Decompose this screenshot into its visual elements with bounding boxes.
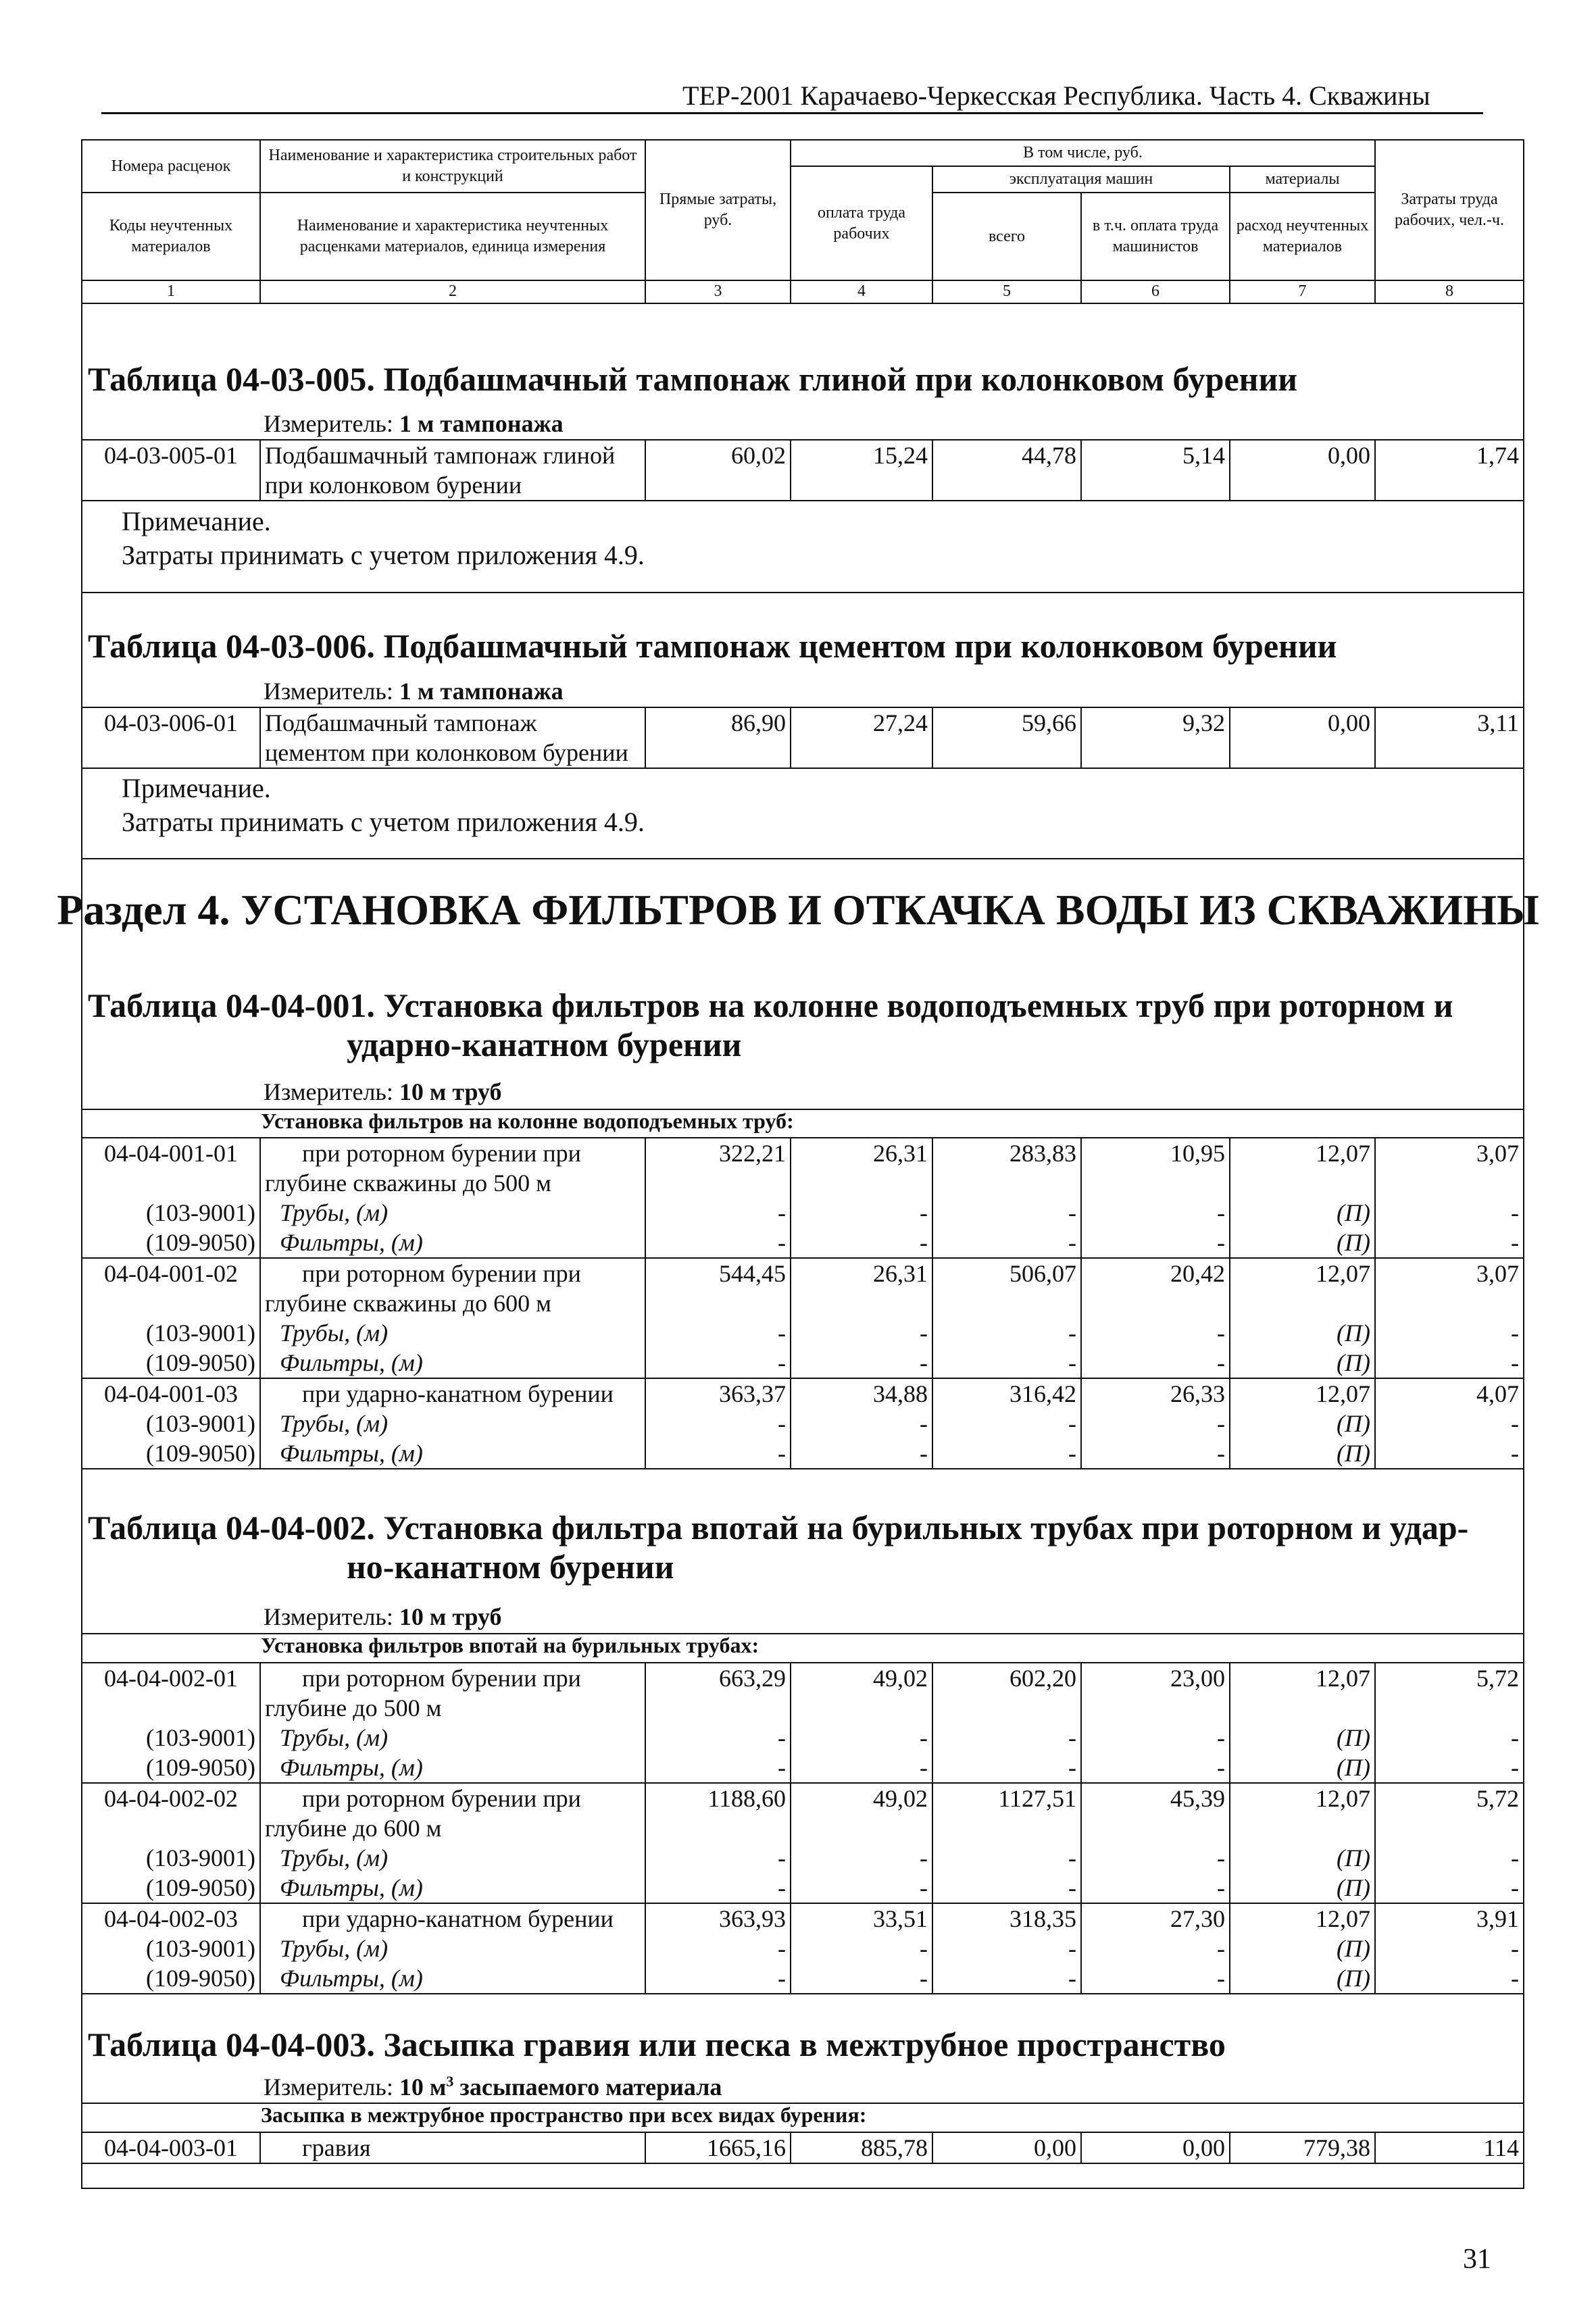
cell-labor: - <box>791 1723 932 1753</box>
cell-materials: (П) <box>1230 1753 1375 1783</box>
cell-labor: 49,02 <box>791 1783 932 1843</box>
column-header <box>81 139 1524 304</box>
row-code: 04-04-001-02 <box>82 1258 260 1318</box>
group-heading: Установка фильтров впотай на бурильных трубах: <box>261 1633 759 1657</box>
col-num: 6 <box>1081 280 1230 303</box>
cell-hours: - <box>1375 1723 1524 1753</box>
col-head-v-tom: В том числе, руб. <box>791 140 1375 166</box>
col-head-ekspl: эксплуатация машин <box>932 166 1230 193</box>
cell-materials: (П) <box>1230 1934 1375 1963</box>
cell-direct: 544,45 <box>645 1258 791 1318</box>
cell-operators: - <box>1081 1873 1230 1903</box>
cell-direct: - <box>645 1843 791 1873</box>
cell-materials: (П) <box>1230 1409 1375 1438</box>
cell-direct: 1188,60 <box>645 1783 791 1843</box>
page-header: ТЕР-2001 Карачаево-Черкесская Республика. Часть 4. Скважины <box>682 80 1430 111</box>
cell-direct: - <box>645 1348 791 1378</box>
cell-hours: - <box>1375 1753 1524 1783</box>
col-num: 4 <box>791 280 932 303</box>
cell-materials: 12,07 <box>1230 1378 1375 1409</box>
col-num: 8 <box>1375 280 1524 303</box>
row-desc: Подбашмачный тампонаж цементом при колонковом бурении <box>260 707 645 768</box>
table-04-03-006 <box>81 707 1524 769</box>
cell-machines: 1127,51 <box>932 1783 1081 1843</box>
cell-materials: 12,07 <box>1230 1783 1375 1843</box>
cell-direct: - <box>645 1723 791 1753</box>
col-num: 3 <box>645 280 791 303</box>
material-row <box>82 1934 1524 1963</box>
col-head-pryamye: Прямые затраты, руб. <box>645 140 791 280</box>
material-row <box>82 1409 1524 1438</box>
row-desc: гравия <box>260 2132 645 2163</box>
col-head-naim2: Наименование и характеристика неучтенных расценками материалов, единица измерения <box>260 193 645 280</box>
cell-direct: - <box>645 1963 791 1994</box>
cell-machines: 316,42 <box>932 1378 1081 1409</box>
unit-label: Измеритель: 10 $м^3$ засыпаемого материала <box>264 2073 722 2101</box>
row-code: 04-03-005-01 <box>82 440 260 501</box>
cell-labor: - <box>791 1318 932 1348</box>
cell-operators: 9,32 <box>1081 707 1230 768</box>
cell-operators: 27,30 <box>1081 1903 1230 1934</box>
note-title: Примечание. <box>122 506 271 536</box>
cell-hours: 5,72 <box>1375 1663 1524 1723</box>
cell-machines: - <box>932 1348 1081 1378</box>
cell-machines: - <box>932 1753 1081 1783</box>
cell-hours: 3,11 <box>1375 707 1524 768</box>
header-rule <box>101 112 1483 114</box>
cell-direct: - <box>645 1438 791 1469</box>
cell-machines: 506,07 <box>932 1258 1081 1318</box>
table-title: Таблица 04-04-002. Установка фильтра впотай на бурильных трубах при роторном и удар- <box>88 1509 1469 1546</box>
cell-hours: - <box>1375 1843 1524 1873</box>
cell-direct: 363,37 <box>645 1378 791 1409</box>
cell-machines: - <box>932 1723 1081 1753</box>
material-name: Фильтры, (м) <box>260 1348 645 1378</box>
table-row <box>82 1903 1524 1934</box>
material-name: Трубы, (м) <box>260 1934 645 1963</box>
cell-labor: - <box>791 1409 932 1438</box>
cell-machines: - <box>932 1318 1081 1348</box>
table-title: Таблица 04-04-001. Установка фильтров на колонне водоподъемных труб при роторном и <box>88 986 1453 1024</box>
col-num: 1 <box>82 280 260 303</box>
col-head-vtch: в т.ч. оплата труда машинистов <box>1081 193 1230 280</box>
cell-materials: 0,00 <box>1230 440 1375 501</box>
material-code: (109-9050) <box>82 1873 260 1903</box>
cell-direct: 60,02 <box>645 440 791 501</box>
row-desc: при роторном бурении при глубине до 600 м <box>260 1783 645 1843</box>
cell-machines: - <box>932 1228 1081 1258</box>
row-desc: Подбашмачный тампонаж глиной при колонковом бурении <box>260 440 645 501</box>
cell-labor: - <box>791 1228 932 1258</box>
table-row <box>82 1783 1524 1843</box>
cell-direct: - <box>645 1873 791 1903</box>
material-name: Фильтры, (м) <box>260 1963 645 1994</box>
material-code: (109-9050) <box>82 1753 260 1783</box>
material-row <box>82 1963 1524 1994</box>
cell-direct: - <box>645 1318 791 1348</box>
row-code: 04-04-003-01 <box>82 2132 260 2163</box>
material-code: (103-9001) <box>82 1198 260 1228</box>
cell-direct: - <box>645 1228 791 1258</box>
table-row <box>82 1258 1524 1318</box>
row-desc: при ударно-канатном бурении <box>260 1378 645 1409</box>
cell-materials: 12,07 <box>1230 1663 1375 1723</box>
material-code: (109-9050) <box>82 1438 260 1469</box>
row-code: 04-04-001-03 <box>82 1378 260 1409</box>
cell-materials: 779,38 <box>1230 2132 1375 2163</box>
cell-machines: - <box>932 1843 1081 1873</box>
cell-operators: 23,00 <box>1081 1663 1230 1723</box>
cell-hours: - <box>1375 1438 1524 1469</box>
material-name: Трубы, (м) <box>260 1843 645 1873</box>
cell-direct: 363,93 <box>645 1903 791 1934</box>
cell-direct: - <box>645 1753 791 1783</box>
material-name: Фильтры, (м) <box>260 1438 645 1469</box>
table-row <box>82 1378 1524 1409</box>
unit-label: Измеритель: 10 м труб <box>264 1603 502 1630</box>
cell-operators: 10,95 <box>1081 1138 1230 1198</box>
cell-operators: - <box>1081 1409 1230 1438</box>
col-head-zatraty: Затраты труда рабочих, чел.-ч. <box>1375 140 1524 280</box>
cell-operators: 26,33 <box>1081 1378 1230 1409</box>
material-name: Фильтры, (м) <box>260 1753 645 1783</box>
cell-labor: - <box>791 1438 932 1469</box>
group-heading: Засыпка в межтрубное пространство при всех видах бурения: <box>261 2103 867 2127</box>
material-name: Трубы, (м) <box>260 1723 645 1753</box>
cell-hours: - <box>1375 1963 1524 1994</box>
table-04-03-005 <box>81 439 1524 501</box>
material-name: Трубы, (м) <box>260 1198 645 1228</box>
cell-operators: - <box>1081 1318 1230 1348</box>
table-title-cont: но-канатном бурении <box>347 1548 674 1586</box>
cell-labor: - <box>791 1963 932 1994</box>
cell-labor: 26,31 <box>791 1258 932 1318</box>
cell-materials: (П) <box>1230 1873 1375 1903</box>
cell-materials: (П) <box>1230 1348 1375 1378</box>
cell-labor: 26,31 <box>791 1138 932 1198</box>
col-num: 2 <box>260 280 645 303</box>
cell-hours: 5,72 <box>1375 1783 1524 1843</box>
cell-materials: (П) <box>1230 1843 1375 1873</box>
cell-operators: 0,00 <box>1081 2132 1230 2163</box>
cell-machines: - <box>932 1198 1081 1228</box>
table-title: Таблица 04-03-006. Подбашмачный тампонаж цементом при колонковом бурении <box>88 627 1337 665</box>
table-title: Таблица 04-03-005. Подбашмачный тампонаж глиной при колонковом бурении <box>88 360 1298 398</box>
cell-operators: - <box>1081 1228 1230 1258</box>
cell-labor: 885,78 <box>791 2132 932 2163</box>
cell-machines: - <box>932 1934 1081 1963</box>
row-desc: при роторном бурении при глубине скважины до 600 м <box>260 1258 645 1318</box>
table-title-cont: ударно-канатном бурении <box>347 1026 742 1063</box>
cell-labor: - <box>791 1753 932 1783</box>
unit-label: Измеритель: 1 м тампонажа <box>264 410 564 437</box>
cell-labor: 27,24 <box>791 707 932 768</box>
cell-machines: - <box>932 1409 1081 1438</box>
material-name: Трубы, (м) <box>260 1318 645 1348</box>
cell-direct: 86,90 <box>645 707 791 768</box>
col-head-naim1: Наименование и характеристика строительных работ и конструкций <box>260 140 645 193</box>
note-text: Затраты принимать с учетом приложения 4.9. <box>122 807 645 837</box>
row-code: 04-03-006-01 <box>82 707 260 768</box>
material-row <box>82 1198 1524 1228</box>
section-divider <box>81 592 1523 593</box>
cell-materials: (П) <box>1230 1228 1375 1258</box>
cell-machines: - <box>932 1963 1081 1994</box>
cell-materials: 0,00 <box>1230 707 1375 768</box>
cell-operators: - <box>1081 1753 1230 1783</box>
unit-label: Измеритель: 1 м тампонажа <box>264 678 564 705</box>
cell-machines: 44,78 <box>932 440 1081 501</box>
cell-materials: 12,07 <box>1230 1138 1375 1198</box>
table-row <box>82 1663 1524 1723</box>
cell-hours: - <box>1375 1934 1524 1963</box>
cell-labor: 49,02 <box>791 1663 932 1723</box>
cell-labor: 34,88 <box>791 1378 932 1409</box>
col-head-nomera: Номера расценок <box>82 140 260 193</box>
material-code: (103-9001) <box>82 1934 260 1963</box>
cell-direct: - <box>645 1409 791 1438</box>
cell-hours: - <box>1375 1409 1524 1438</box>
cell-operators: - <box>1081 1348 1230 1378</box>
cell-materials: (П) <box>1230 1198 1375 1228</box>
cell-machines: 59,66 <box>932 707 1081 768</box>
row-code: 04-04-002-03 <box>82 1903 260 1934</box>
table-row <box>82 1138 1524 1198</box>
material-name: Трубы, (м) <box>260 1409 645 1438</box>
cell-operators: 20,42 <box>1081 1258 1230 1318</box>
group-heading: Установка фильтров на колонне водоподъемных труб: <box>261 1109 794 1133</box>
cell-materials: (П) <box>1230 1963 1375 1994</box>
cell-operators: - <box>1081 1198 1230 1228</box>
note-title: Примечание. <box>122 773 271 803</box>
cell-operators: - <box>1081 1723 1230 1753</box>
material-row <box>82 1318 1524 1348</box>
cell-materials: (П) <box>1230 1438 1375 1469</box>
cell-direct: - <box>645 1198 791 1228</box>
material-row <box>82 1873 1524 1903</box>
cell-machines: - <box>932 1873 1081 1903</box>
cell-operators: - <box>1081 1963 1230 1994</box>
cell-hours: - <box>1375 1318 1524 1348</box>
cell-hours: - <box>1375 1873 1524 1903</box>
cell-hours: 4,07 <box>1375 1378 1524 1409</box>
material-row <box>82 1348 1524 1378</box>
cell-hours: 114 <box>1375 2132 1524 2163</box>
cell-materials: 12,07 <box>1230 1258 1375 1318</box>
cell-hours: 3,07 <box>1375 1138 1524 1198</box>
cell-materials: (П) <box>1230 1723 1375 1753</box>
table-04-04-002 <box>81 1662 1524 1994</box>
material-code: (109-9050) <box>82 1228 260 1258</box>
material-code: (103-9001) <box>82 1409 260 1438</box>
material-code: (103-9001) <box>82 1318 260 1348</box>
page-number: 31 <box>1463 2244 1491 2275</box>
cell-direct: - <box>645 1934 791 1963</box>
cell-machines: - <box>932 1438 1081 1469</box>
cell-hours: 3,07 <box>1375 1258 1524 1318</box>
material-row <box>82 1228 1524 1258</box>
cell-operators: 45,39 <box>1081 1783 1230 1843</box>
row-desc: при роторном бурении при глубине скважины до 500 м <box>260 1138 645 1198</box>
material-row <box>82 1753 1524 1783</box>
col-num: 7 <box>1230 280 1375 303</box>
cell-direct: 322,21 <box>645 1138 791 1198</box>
col-head-vsego: всего <box>932 193 1081 280</box>
cell-machines: 283,83 <box>932 1138 1081 1198</box>
cell-operators: - <box>1081 1438 1230 1469</box>
material-name: Фильтры, (м) <box>260 1228 645 1258</box>
cell-labor: - <box>791 1873 932 1903</box>
material-name: Фильтры, (м) <box>260 1873 645 1903</box>
table-title: Таблица 04-04-003. Засыпка гравия или песка в межтрубное пространство <box>88 2026 1226 2063</box>
material-code: (103-9001) <box>82 1843 260 1873</box>
cell-hours: - <box>1375 1198 1524 1228</box>
cell-hours: 1,74 <box>1375 440 1524 501</box>
col-head-oplata: оплата труда рабочих <box>791 166 932 280</box>
material-row <box>82 1438 1524 1469</box>
cell-operators: - <box>1081 1843 1230 1873</box>
table-04-04-003 <box>81 2132 1524 2164</box>
cell-materials: 12,07 <box>1230 1903 1375 1934</box>
cell-labor: 33,51 <box>791 1903 932 1934</box>
cell-direct: 663,29 <box>645 1663 791 1723</box>
cell-labor: - <box>791 1934 932 1963</box>
unit-label: Измеритель: 10 м труб <box>264 1078 502 1105</box>
cell-direct: 1665,16 <box>645 2132 791 2163</box>
cell-labor: 15,24 <box>791 440 932 501</box>
table-row <box>82 440 1524 501</box>
col-head-materialy: материалы <box>1230 166 1375 193</box>
cell-labor: - <box>791 1348 932 1378</box>
table-row <box>82 707 1524 768</box>
cell-materials: (П) <box>1230 1318 1375 1348</box>
cell-hours: - <box>1375 1348 1524 1378</box>
section-divider <box>81 858 1523 859</box>
table-04-04-001 <box>81 1137 1524 1469</box>
cell-hours: 3,91 <box>1375 1903 1524 1934</box>
cell-hours: - <box>1375 1228 1524 1258</box>
material-code: (103-9001) <box>82 1723 260 1753</box>
col-head-kody: Коды неучтенных материалов <box>82 193 260 280</box>
row-desc: при ударно-канатном бурении <box>260 1903 645 1934</box>
row-code: 04-04-001-01 <box>82 1138 260 1198</box>
material-code: (109-9050) <box>82 1963 260 1994</box>
cell-labor: - <box>791 1198 932 1228</box>
cell-machines: 602,20 <box>932 1663 1081 1723</box>
col-num: 5 <box>932 280 1081 303</box>
note-text: Затраты принимать с учетом приложения 4.9. <box>122 540 645 570</box>
cell-labor: - <box>791 1843 932 1873</box>
col-head-rashod: расход неучтенных материалов <box>1230 193 1375 280</box>
cell-operators: 5,14 <box>1081 440 1230 501</box>
row-code: 04-04-002-01 <box>82 1663 260 1723</box>
cell-machines: 318,35 <box>932 1903 1081 1934</box>
row-code: 04-04-002-02 <box>82 1783 260 1843</box>
material-row <box>82 1723 1524 1753</box>
row-desc: при роторном бурении при глубине до 500 м <box>260 1663 645 1723</box>
cell-machines: 0,00 <box>932 2132 1081 2163</box>
table-row <box>82 2132 1524 2163</box>
cell-operators: - <box>1081 1934 1230 1963</box>
material-row <box>82 1843 1524 1873</box>
material-code: (109-9050) <box>82 1348 260 1378</box>
section-title: Раздел 4. УСТАНОВКА ФИЛЬТРОВ И ОТКАЧКА ВОДЫ ИЗ СКВАЖИНЫ <box>57 886 1539 934</box>
